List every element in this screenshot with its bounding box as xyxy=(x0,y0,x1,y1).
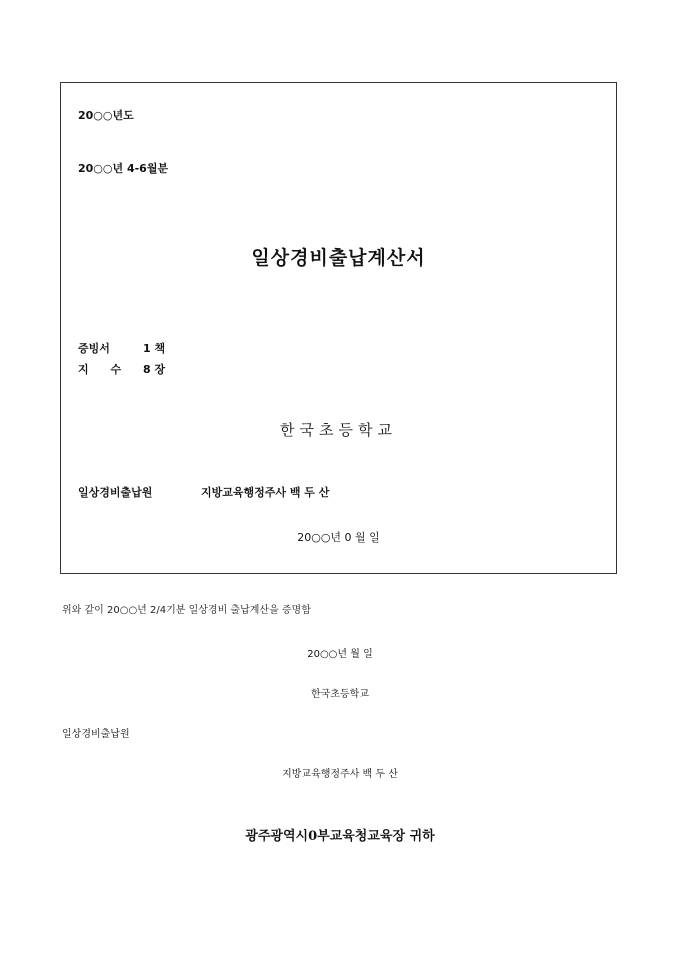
footer-staff-title: 일상경비출납원 xyxy=(62,729,130,740)
report-cover-box xyxy=(60,82,617,574)
certification-date: 20○○년 월 일 xyxy=(307,649,373,660)
document-title: 일상경비출납계산서 xyxy=(251,247,426,269)
addressee: 광주광역시0부교육청교육장 귀하 xyxy=(245,829,435,844)
footer-school-name: 한국초등학교 xyxy=(311,689,369,700)
evidence-value: 1 책 xyxy=(143,342,166,355)
fiscal-year: 20○○년도 xyxy=(78,109,134,122)
pages-label: 지 수 xyxy=(78,363,131,376)
reporting-period: 20○○년 4-6월분 xyxy=(78,162,169,175)
staff-title: 일상경비출납원 xyxy=(78,486,153,499)
evidence-label: 증빙서 xyxy=(78,342,110,355)
pages-value: 8 장 xyxy=(143,363,166,376)
certification-statement: 위와 같이 20○○년 2/4기분 일상경비 출납계산을 증명함 xyxy=(62,605,311,616)
staff-name: 지방교육행정주사 백 두 산 xyxy=(201,486,330,499)
box-date: 20○○년 0 월 일 xyxy=(297,531,380,544)
school-name: 한국초등학교 xyxy=(280,421,397,439)
footer-staff-name: 지방교육행정주사 백 두 산 xyxy=(282,769,398,780)
